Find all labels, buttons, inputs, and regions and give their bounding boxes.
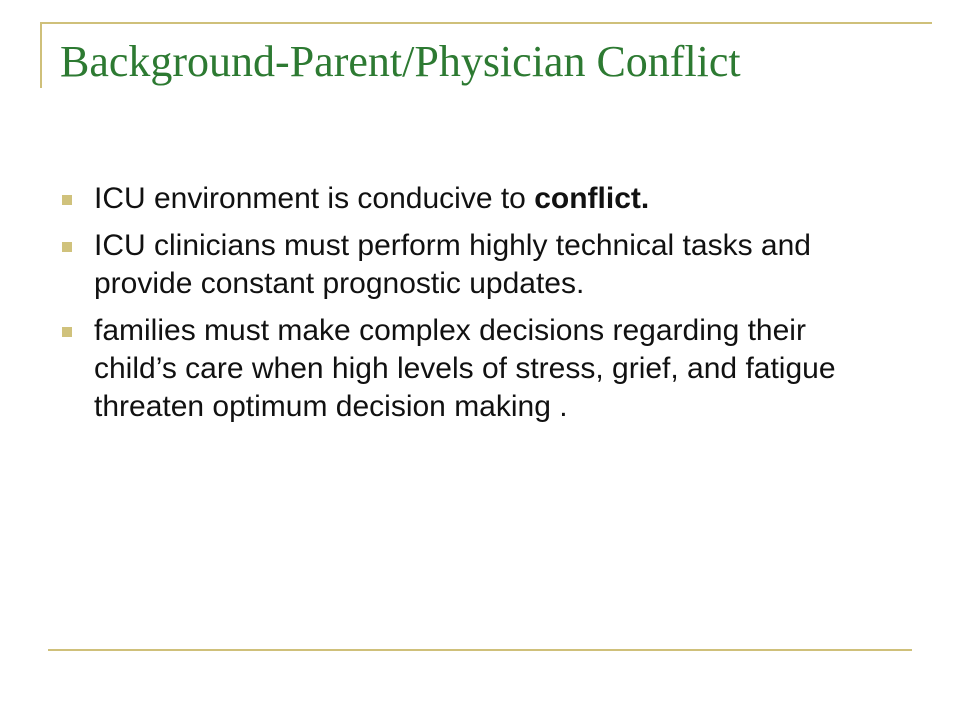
- bullet-item-families: [62, 312, 882, 426]
- square-bullet-icon: [62, 242, 72, 252]
- bottom-rule: [48, 649, 912, 651]
- square-bullet-icon: [62, 195, 72, 205]
- slide-title: Background-Parent/Physician Conflict: [60, 37, 741, 86]
- bullet-list: [62, 180, 882, 435]
- bullet-text: ICU clinicians must perform highly technical tasks and provide constant prognostic updates.: [94, 229, 811, 300]
- bullet-item-conflict: [62, 180, 882, 218]
- left-rule: [40, 22, 42, 88]
- bullet-text: ICU environment is conducive to: [94, 182, 535, 215]
- bullet-emphasis: conflict.: [534, 182, 650, 215]
- bullet-item-clinicians: [62, 227, 882, 303]
- square-bullet-icon: [62, 327, 72, 337]
- bullet-text: families must make complex decisions regarding their child’s care when high levels of stress, grief, and fatigue threaten optimum decision making .: [94, 314, 836, 423]
- top-rule: [40, 22, 932, 24]
